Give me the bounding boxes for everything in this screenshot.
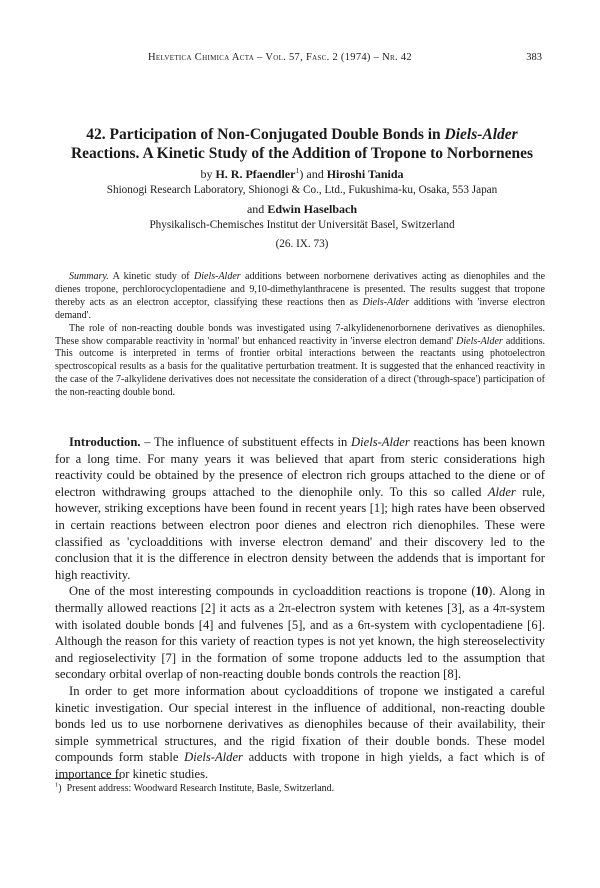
title-part-c: Reactions. A Kinetic Study of the Addition of Tropone to Norbornenes [70, 145, 534, 162]
page-number: 383 [526, 52, 542, 63]
footnote-number: 1 [55, 781, 59, 789]
article-title [60, 125, 544, 163]
affiliation-basel: Physikalisch-Chemisches Institut der Universität Basel, Switzerland [149, 219, 455, 231]
introduction-heading: Introduction. [69, 435, 141, 449]
footnote: $^1$) Present address: Woodward Research Institute, Basle, Switzerland. [55, 781, 335, 794]
summary-paragraph-1 [55, 271, 545, 323]
author-tanida: Hiroshi Tanida [326, 167, 404, 181]
title-part-a: Participation of Non-Conjugated Double Bonds in [109, 126, 441, 143]
text: rule, however, striking exceptions have been found in recent years [1]; high rates have been observed in certain reactions between electron poor dienes and electron rich dienophiles. These were classified as 'cycloadditions with inverse electron demand' and their discovery led to the conclusion that it is the difference in electron density between the addends that is important for high reactivity. [55, 484, 545, 582]
and-word-2: and [246, 202, 265, 216]
text: additions between norbornene derivatives acting as dienophiles and the dienes tropone, perchlorocyclopentadiene and 9,10-dimethylanthracene is presented. The results suggest that tropone thereby acts as an electron acceptor, classifying these reactions then as [55, 271, 546, 308]
text: reactions has been known for a long time. For many years it was believed that apart from steric considerations high reactivity could be obtained by the presence of electron rich groups attached to the diene or of electron withdrawing groups attached to the dienophile only. To this so called [55, 435, 545, 499]
author-haselbach: Edwin Haselbach [267, 202, 358, 216]
text-italic: Diels-Alder [194, 271, 241, 282]
and-word: and [306, 167, 324, 181]
running-header [80, 52, 550, 68]
intro-paragraph-3 [55, 683, 545, 783]
received-date: (26. IX. 73) [275, 238, 329, 250]
authors-line-1: by H. R. Pfaendler$^1$) and Hiroshi Tanida [200, 166, 404, 181]
summary-paragraph-2 [55, 323, 545, 400]
text: additions. This outcome is interpreted in terms of frontier orbital interactions between the reactants using photoelectron spectroscopical results as a basis for the qualitative perturbation treatment. It is suggested that the enhanced reactivity in the case of the 7-alkylidene derivatives does not necessitate the consideration of a direct ('through-space') participation of the non-reacting double bond. [55, 335, 545, 399]
author-pfaendler: H. R. Pfaendler [215, 167, 296, 181]
compound-number: 10 [475, 584, 489, 599]
text-italic: Diels-Alder [351, 435, 410, 449]
text: In order to get more information about cycloadditions of tropone we instigated a careful kinetic investigation. Our special interest in the influence of additional, non-reacting double bonds led us to use norbornene derivatives as dienophiles because of their availability, their simple symmetrical structures, and the rigid fixation of their double bonds. These model compounds form stable [55, 683, 545, 765]
text-italic: Diels-Alder [184, 750, 243, 765]
intro-paragraph-1 [55, 434, 545, 583]
text: adducts with tropone in high yields, a fact which is of importance for kinetic studies. [55, 750, 546, 781]
summary-label: Summary. [69, 271, 109, 282]
text: One of the most interesting compounds in cycloaddition reactions is tropone ( [69, 584, 476, 599]
title-part-b: Diels-Alder [444, 126, 518, 143]
footnote-text: Present address: Woodward Research Institute, Basle, Switzerland. [66, 783, 335, 794]
article-number: 42. [86, 126, 106, 143]
affiliation-shionogi: Shionogi Research Laboratory, Shionogi & Co., Ltd., Fukushima-ku, Osaka, 553 Japan [106, 184, 498, 196]
text-italic: Alder [487, 484, 516, 499]
by-word: by [200, 167, 213, 181]
text: ). Along in thermally allowed reactions [2] it acts as a 2π-electron system with ketenes [3], as a 4π-system with isolated double bonds [4] and fulvenes [5], and as a 6π-system with cyclopentadiene [6]. Although the reason for this variety of reaction types is not yet known, the high stereoselectivity and regioselectivity [7] in the formation of some tropone adducts led to the assumption that secondary orbital overlap of non-reacting double bonds controls the reaction [8]. [55, 584, 545, 682]
authors-line-2 [60, 202, 544, 217]
journal-citation: Helvetica Chimica Acta – Vol. 57, Fasc. 2 (1974) – Nr. 42 [148, 52, 412, 63]
summary-section [55, 271, 545, 400]
text-italic: Diels-Alder [456, 335, 503, 347]
footnote-rule [55, 778, 121, 779]
text: The role of non-reacting double bonds was investigated using 7-alkylidenenorbornene derivatives as dienophiles. These show comparable reactivity in 'normal' but enhanced reactivity in 'inverse electron demand' [55, 322, 545, 347]
text: additions with 'inverse electron demand'. [55, 296, 545, 321]
body-text [55, 434, 545, 782]
intro-paragraph-2 [55, 583, 545, 683]
text: – The influence of substituent effects in [140, 435, 352, 449]
text-italic: Diels-Alder [362, 296, 410, 308]
text: A kinetic study of [112, 271, 194, 282]
footnote-marker: 1 [295, 166, 300, 175]
